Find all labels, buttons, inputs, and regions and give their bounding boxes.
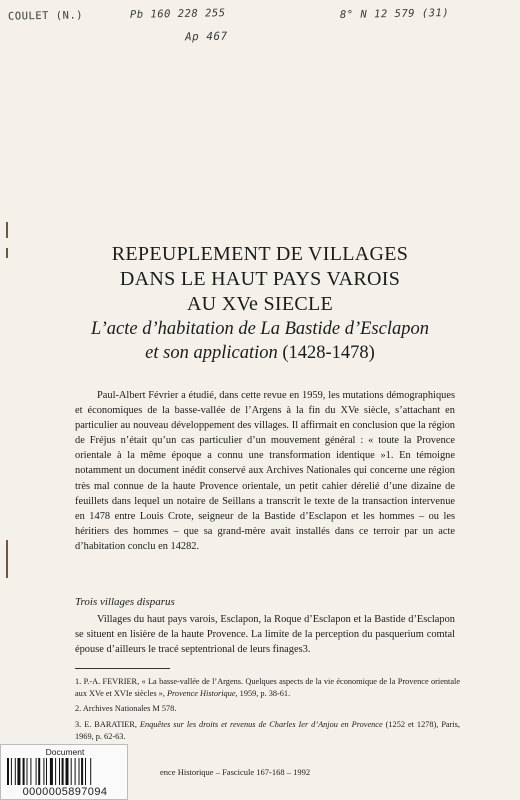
handwritten-reference-1: Pb 160 228 255 <box>129 7 226 21</box>
footnote-3 <box>75 719 460 743</box>
subtitle-dates: (1428-1478) <box>282 343 375 363</box>
section-heading: Trois villages disparus <box>75 596 175 608</box>
handwritten-author-note: COULET (N.) <box>7 9 84 23</box>
paragraph-2-text: Villages du haut pays varois, Esclapon, la Roque d’Esclapon et la Bastide d’Esclapon se situent en lisière de la haute Provence. La limite de la perception du pasquerium comtal épouse d’ailleurs le tracé septentrional de leurs finages3. <box>75 614 455 656</box>
title-line-2: DANS LE HAUT PAYS VAROIS <box>119 268 401 290</box>
paragraph-1-text: Paul-Albert Février a étudié, dans cette revue en 1959, les mutations démographiques et économiques de la basse-vallée de l’Argens à la fin du XVe siècle, s’attachant en particulier au nouveau développement des villages. Il affirmait en conclusion que la région de Fréjus n’était qu’un cas particulier d’un mouvement général : « toute la Provence orientale à la même époque a connu une transformation identique »1. En témoigne notamment un document inédit conservé aux Archives Nationales qui concerne une région très mal connue de la haute Provence orientale, un petit cahier dérelié d’une dizaine de feuillets dans lequel un notaire de Seillans a transcrit le texte de la transaction intervenue en 1478 entre Louis Crote, seigneur de la Bastide d’Esclapon et les hommes – ou les héritiers des hommes – que sa grand-mère avait installés dans ce terroir par un acte d’habitation conclu en 14282. <box>75 390 455 552</box>
body-paragraph-2 <box>75 612 455 657</box>
binding-mark-1 <box>6 222 8 238</box>
subtitle-line-2-text: et son application <box>145 343 283 363</box>
footnote-3-author: 3. E. BARATIER, <box>75 720 140 729</box>
barcode-icon <box>7 758 121 785</box>
barcode-label-text: Document <box>45 747 85 757</box>
footnote-2: 2. Archives Nationales M 578. <box>75 704 177 713</box>
barcode-label <box>0 744 128 800</box>
footnote-separator <box>75 668 170 669</box>
footnote-1-pages: , 1959, p. 38-61. <box>235 689 291 698</box>
footnote-3-details: (1252 et 1278), Paris, 1969, p. 62-63. <box>75 720 460 741</box>
footnote-1 <box>75 676 460 700</box>
footnote-1-journal: Provence Historique <box>166 689 236 698</box>
page-footer: ence Historique – Fascicule 167-168 – 1992 <box>160 767 311 777</box>
subtitle-line-2 <box>0 341 520 365</box>
binding-mark-3 <box>6 540 8 578</box>
barcode-number: 0000005897094 <box>22 786 108 798</box>
footnote-1-text: 1. P.-A. FEVRIER, « La basse-vallée de l’Argens. Quelques aspects de la vie économique de la Provence orientale aux XVe et XVIe siècles », <box>75 677 460 698</box>
subtitle-line-1: L’acte d’habitation de La Bastide d’Esclapon <box>91 319 429 339</box>
handwritten-reference-2: 8° N 12 579 (31) <box>339 7 450 21</box>
article-title <box>0 242 520 365</box>
title-line-3: AU XVe SIECLE <box>186 293 334 315</box>
title-line-1: REPEUPLEMENT DE VILLAGES <box>111 243 409 265</box>
handwritten-reference-3: Ap 467 <box>184 29 228 44</box>
body-paragraph-1 <box>75 388 455 554</box>
footnote-3-title: Enquêtes sur les droits et revenus de Charles Ier d’Anjou en Provence <box>139 720 383 729</box>
